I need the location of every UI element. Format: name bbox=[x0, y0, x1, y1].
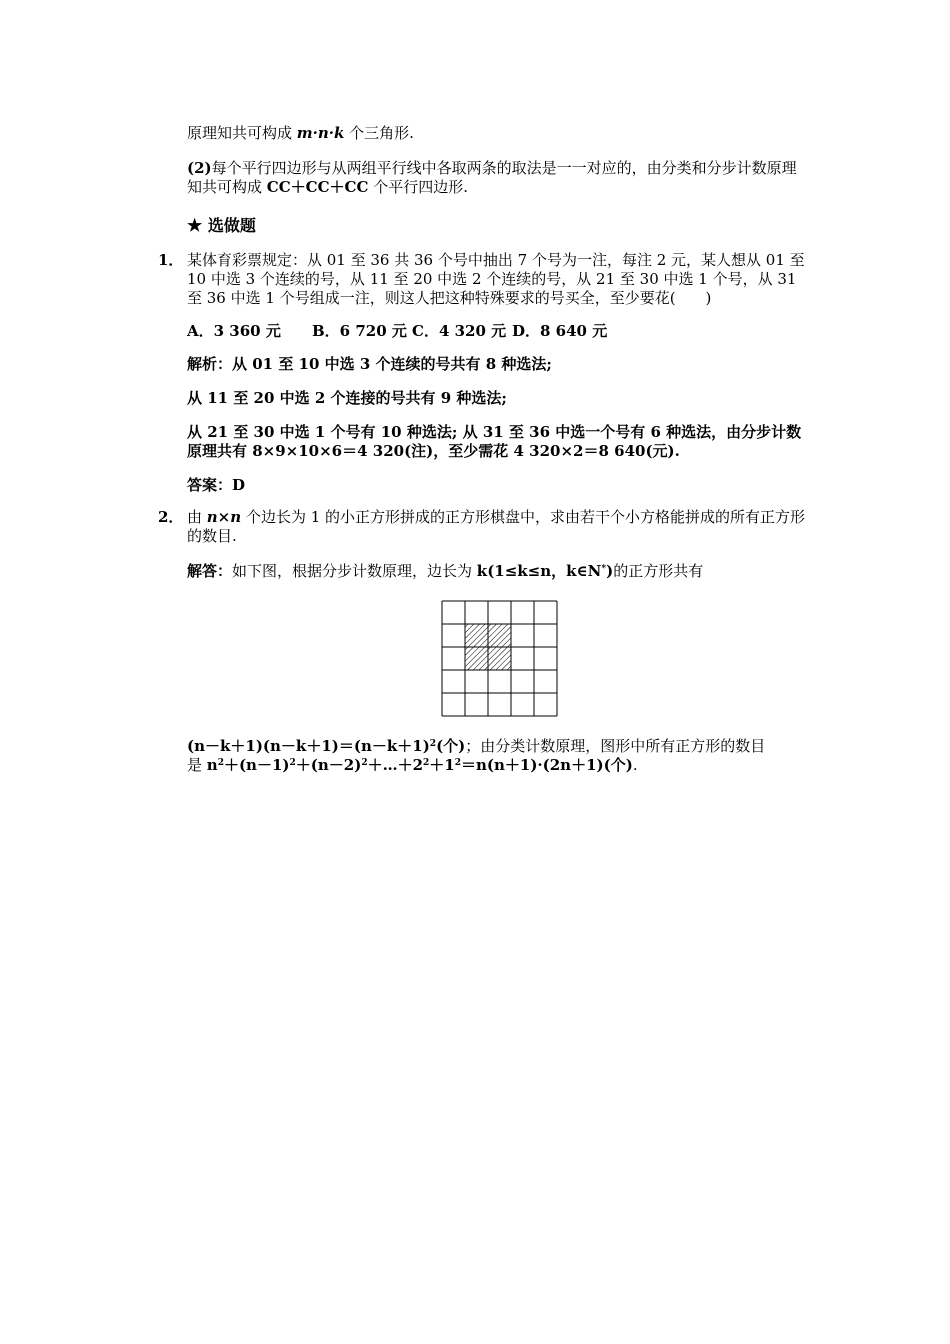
continuation-line: 原理知共可构成 m·n·k 个三角形. bbox=[187, 124, 414, 142]
shaded-cell bbox=[465, 647, 488, 670]
choice-c: C．4 320 元 bbox=[412, 322, 507, 340]
choice-b: B．6 720 元 bbox=[312, 322, 407, 340]
shaded-cell bbox=[465, 624, 488, 647]
section-heading: ★ 选做题 bbox=[187, 216, 256, 236]
formula-line-2: 是 $n^2+(n-1)^2+(n-2)^2+\dots+2^2+1^2=n(n+1)\cdot(2n+1)$(个). bbox=[187, 756, 638, 774]
solution-2-intro: 解答：如下图，根据分步计数原理，边长为 k(1≤k≤n，k∈N*)的正方形共有 bbox=[187, 562, 704, 580]
question-2-text: 由 n×n 个边长为 1 的小正方形拼成的正方形棋盘中，求由若干个小方格能拼成的所有正方形的数目. bbox=[187, 508, 806, 545]
star-icon: ★ bbox=[187, 216, 203, 236]
chessboard-figure bbox=[441, 600, 558, 717]
solution-1-line-1: 解析：从 01 至 10 中选 3 个连续的号共有 8 种选法; bbox=[187, 355, 552, 373]
answer-1: 答案：D bbox=[187, 476, 246, 494]
question-1-text: 某体育彩票规定：从 01 至 36 共 36 个号中抽出 7 个号为一注，每注 2 元，某人想从 01 至 10 中选 3 个连续的号，从 11 至 20 中选 2 个连续的号，从 21 至 30 中选 1 个号，从 31 至 36 中选 1 个号组成一注，则这人把这种特殊要求的号买全，至少要花( ) bbox=[187, 251, 805, 307]
question-2-number: 2． bbox=[158, 508, 184, 526]
shaded-cell bbox=[488, 624, 511, 647]
shaded-cell bbox=[488, 647, 511, 670]
solution-1-line-2: 从 11 至 20 中选 2 个连接的号共有 9 种选法; bbox=[187, 389, 507, 407]
question-1-choices bbox=[187, 322, 807, 341]
question-1-number: 1． bbox=[158, 251, 184, 269]
choice-a: A．3 360 元 bbox=[187, 322, 281, 340]
part-2-paragraph: (2)每个平行四边形与从两组平行线中各取两条的取法是一一对应的，由分类和分步计数原理知共可构成 CC＋CC＋CC 个平行四边形. bbox=[187, 159, 797, 196]
solution-1-line-3: 从 21 至 30 中选 1 个号有 10 种选法; 从 31 至 36 中选一个号有 6 种选法，由分步计数原理共有 8×9×10×6＝4 320(注)，至少需花 4 320×2＝8 640(元). bbox=[187, 423, 802, 460]
formula-line-1: $(n-k+1)(n-k+1)=(n-k+1)^2$(个)；由分类计数原理，图形中所有正方形的数目 bbox=[187, 737, 766, 755]
choice-d: D．8 640 元 bbox=[512, 322, 608, 340]
